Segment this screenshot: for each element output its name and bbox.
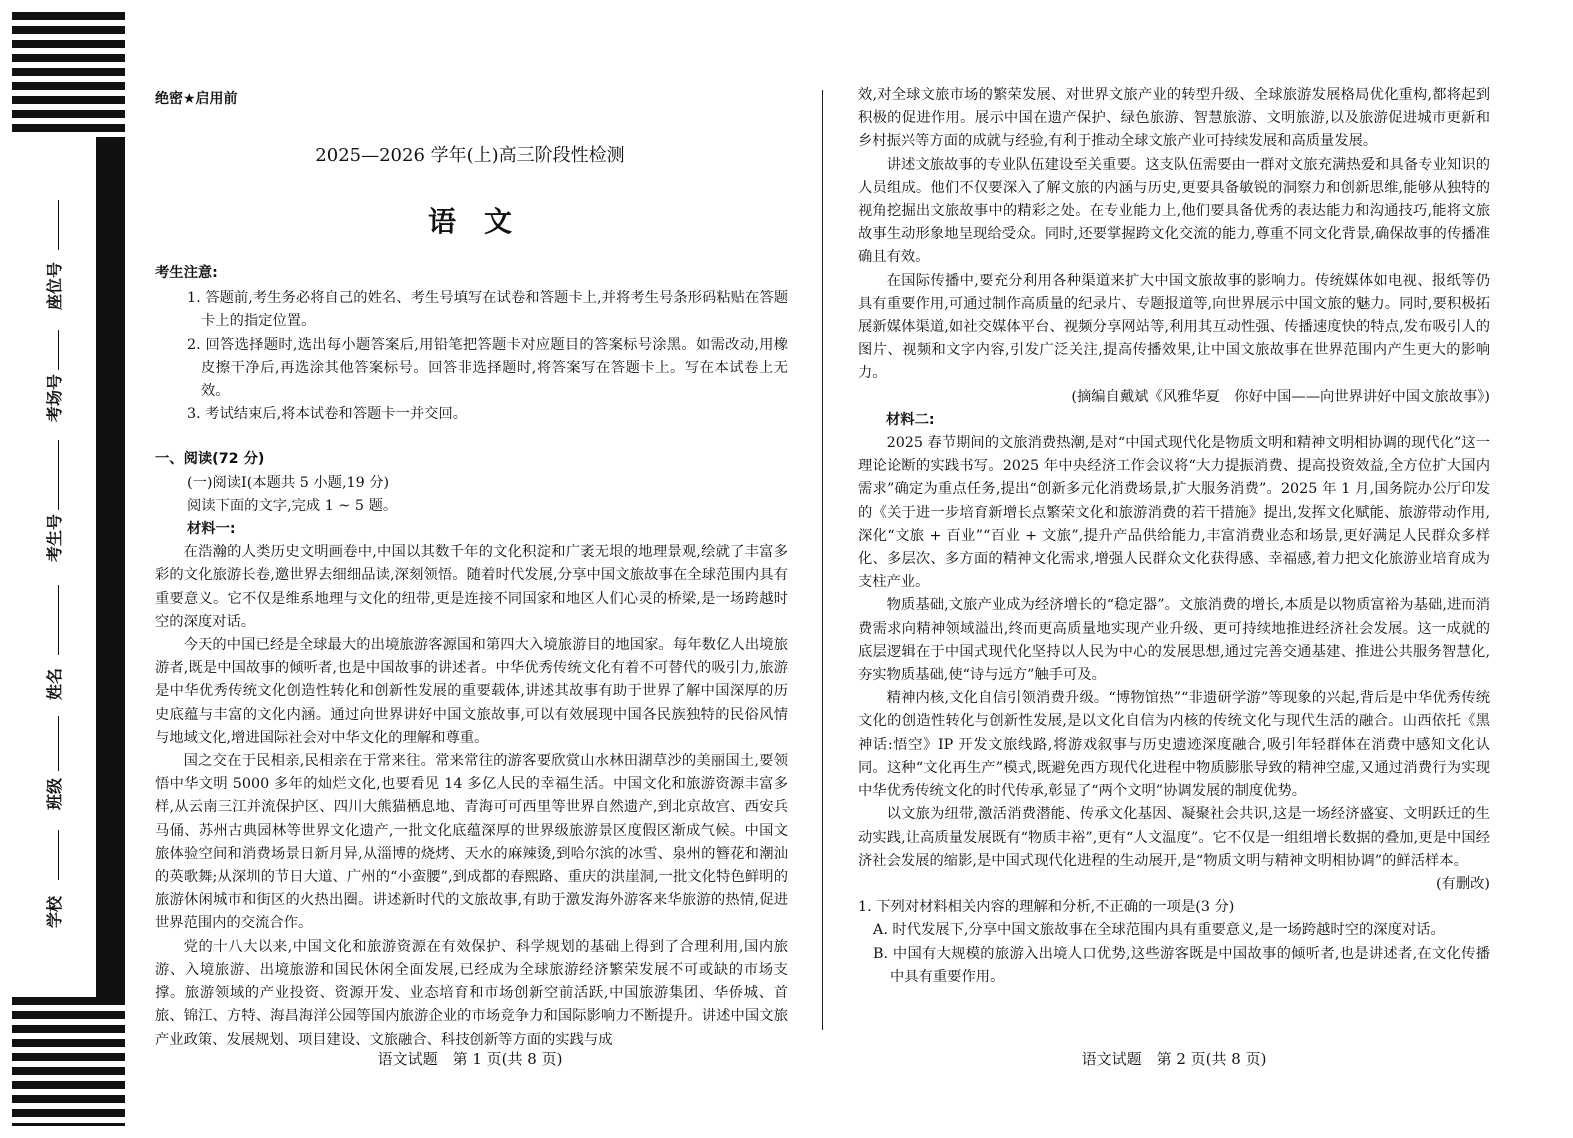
binding-stripe [12,12,125,20]
binding-stripe [12,82,125,90]
binding-stripe [12,68,125,76]
exam-room-line [58,330,59,370]
source-citation: (摘编自戴斌《风雅华夏 你好中国——向世界讲好中国文旅故事》) [1071,388,1490,405]
binding-stripe [12,110,125,118]
school-line [58,830,59,880]
paragraph: 精神内核,文化自信引领消费升级。“博物馆热”“非遗研学游”等现象的兴起,背后是中华优秀传统文化的创造性转化与创新性发展,是以文化自信为内核的传统文化与现代生活的融合。山西依托《黑神话:悟空》IP 开发文旅线路,将游戏叙事与历史遗迹深度融合,吸引年轻群体在消费中感知文化认同。这种“文化再生产”模式,既避免西方现代化进程中物质膨胀导致的精神空虚,又通过消费行为实现中华优秀传统文化的时代传承,彰显了“两个文明”协调发展的制度优势。 [858,690,1490,800]
question-option-a[interactable]: A. 时代发展下,分享中国文旅故事在全球范围内具有重要意义,是一场跨越时空的深度对话。 [873,922,1445,939]
paragraph: 效,对全球文旅市场的繁荣发展、对世界文旅产业的转型升级、全球旅游发展格局优化重构,都将起到积极的促进作用。展示中国在遗产保护、绿色旅游、智慧旅游、文明旅游,以及旅游促进城市更新和乡村振兴等方面的成就与经验,有利于推动全球文旅产业可持续发展和高质量发展。 [858,87,1490,150]
name-label: 姓名 [45,667,64,700]
binding-stripe [12,997,125,1005]
cut-mark-line: 线 [99,431,119,448]
candidate-number-line [58,440,59,510]
binding-stripe [12,1039,125,1047]
paragraph: 2025 春节期间的文旅消费热潮,是对“中国式现代化是物质文明和精神文明相协调的现代化”这一理论论断的实践书写。2025 年中央经济工作会议将“大力提振消费、提高投资效益,全方位扩大国内需求”确定为重点任务,提出“创新多元化消费场景,扩大服务消费”。2025 年 1 月,国务院办公厅印发的《关于进一步培育新增长点繁荣文化和旅游消费的若干措施》提出,发挥文化赋能、旅游带动作用,深化“文旅 + 百业”“百业 + 文旅”,提升产品供给能力,丰富消费业态和场景,更好满足人民群众多样化、多层次、多方面的精神文化需求,增强人民群众文化获得感、幸福感,着力把文化旅游业培育成为支柱产业。 [858,435,1490,591]
column-divider [822,90,823,1030]
material2-title: 材料二: [886,411,935,428]
binding-stripe [12,124,125,132]
binding-stripe [12,1025,125,1033]
subsection-heading: (一)阅读Ⅰ(本题共 5 小题,19 分) [187,474,390,491]
class-line [58,716,59,771]
paragraph: 讲述文旅故事的专业队伍建设至关重要。这支队伍需要由一群对文旅充满热爱和具备专业知识的人员组成。他们不仅要深入了解文旅的内涵与历史,更要具备敏锐的洞察力和创新思维,能够从独特的视角挖掘出文旅故事中的精彩之处。在专业能力上,他们要具备优秀的表达能力和沟通技巧,能将文旅故事生动形象地呈现给受众。同时,还要掌握跨文化交流的能力,尊重不同文化背景,确保故事的传播准确且有效。 [858,156,1490,266]
seat-number-label: 座位号 [45,261,64,310]
paragraph: 物质基础,文旅产业成为经济增长的“稳定器”。文旅消费的增长,本质是以物质富裕为基础,进而消费需求向精神领域溢出,终而更高质量地实现产业升级、更可持续地推进经济社会发展。这一成就的底层逻辑在于中国式现代化坚持以人民为中心的发展思想,通过完善交通基建、推进公共服务智慧化,夯实物质基础,使“诗与远方”触手可及。 [858,597,1490,684]
school-label: 学校 [45,895,64,928]
notice-item: 1. 答题前,考生务必将自己的姓名、考生号填写在试卷和答题卡上,并将考生号条形码粘贴在答题卡上的指定位置。 [187,290,788,330]
page-footer-1: 语文试题 第 1 页(共 8 页) [377,1050,563,1068]
paragraph: 在国际传播中,要充分利用各种渠道来扩大中国文旅故事的影响力。传统媒体如电视、报纸等仍具有重要作用,可通过制作高质量的纪录片、专题报道等,向世界展示中国文旅的魅力。同时,要积极拓展新媒体渠道,如社交媒体平台、视频分享网站等,利用其互动性强、传播速度快的特点,发布吸引人的图片、视频和文字内容,引发广泛关注,提高传播效果,让中国文旅故事在世界范围内产生更大的影响力。 [858,272,1490,382]
notice-item: 3. 考试结束后,将本试卷和答题卡一并交回。 [187,406,468,423]
binding-stripe [12,96,125,104]
section-heading: 一、阅读(72 分) [155,451,265,468]
right-column [858,84,1490,989]
exam-title: 2025—2026 学年(上)高三阶段性检测 [315,145,625,166]
binding-stripe [12,26,125,34]
source-note: (有删改) [1435,875,1490,892]
cut-mark-zhuang: 装 [99,687,119,704]
class-label: 班级 [45,777,64,810]
secret-mark: 绝密★启用前 [155,91,238,107]
instruction-text: 阅读下面的文字,完成 1 ~ 5 题。 [187,497,398,514]
candidate-number-label: 考生号 [45,513,64,562]
page-footer-2: 语文试题 第 2 页(共 8 页) [1081,1050,1267,1068]
notice-title: 考生注意: [155,265,218,281]
subject-title: 语 文 [427,205,512,238]
binding-stripe [12,1011,125,1019]
binding-stripe [12,1053,125,1061]
binding-stripe [12,40,125,48]
exam-room-label: 考场号 [45,373,64,422]
question-option-b[interactable]: B. 中国有大规模的旅游入出境人口优势,这些游客既是中国故事的倾听者,也是讲述者,在文化传播中具有重要作用。 [873,945,1490,985]
seat-number-line [58,200,59,250]
binding-stripe [12,1123,125,1126]
paragraph: 在浩瀚的人类历史文明画卷中,中国以其数千年的文化积淀和广袤无垠的地理景观,绘就了丰富多彩的文化旅游长卷,邀世界去细细品读,深刻领悟。随着时代发展,分享中国文旅故事在全球范围内具有重要意义。它不仅是维系地理与文化的纽带,更是连接不同国家和地区人们心灵的桥梁,是一场跨越时空的深度对话。 [155,544,788,630]
paragraph: 今天的中国已经是全球最大的出境旅游客源国和第四大入境旅游目的地国家。每年数亿人出境旅游者,既是中国故事的倾听者,也是中国故事的讲述者。中华优秀传统文化有着不可替代的吸引力,旅游是中华优秀传统文化创造性转化和创新性发展的重要载体,讲述其故事有助于世界了解中国深厚的历史底蕴与丰富的文化内涵。通过向世界讲好中国文旅故事,可以有效展现中国各民族独特的民俗风情与地域文化,增进国际社会对中华文化的理解和尊重。 [155,637,788,746]
notice-item: 2. 回答选择题时,选出每小题答案后,用铅笔把答题卡对应题目的答案标号涂黑。如需改动,用橡皮擦干净后,再选涂其他答案标号。回答非选择题时,将答案写在答题卡上。写在本试卷上无效。 [187,336,788,400]
binding-stripe [12,1081,125,1089]
binding-stripe [12,1067,125,1075]
binding-stripe [12,54,125,62]
cut-mark-ding: 订 [99,563,119,580]
paragraph: 以文旅为纽带,激活消费潜能、传承文化基因、凝聚社会共识,这是一场经济盛宴、文明跃迁的生动实践,让高质量发展既有“物质丰裕”,更有“人文温度”。它不仅是一组组增长数据的叠加,更是中国经济社会发展的缩影,是中国式现代化进程的生动展开,是“物质文明与精神文明相协调”的鲜活样本。 [858,806,1490,869]
binding-stripe [12,1109,125,1117]
material1-title: 材料一: [187,521,236,538]
name-line [58,585,59,655]
binding-stripe [12,1095,125,1103]
paragraph: 党的十八大以来,中国文化和旅游资源在有效保护、科学规划的基础上得到了合理利用,国内旅游、入境旅游、出境旅游和国民休闲全面发展,已经成为全球旅游经济繁荣发展不可或缺的市场支撑。旅游领域的产业投资、资源开发、业态培育和市场创新空前活跃,中国旅游集团、华侨城、首旅、锦江、方特、海昌海洋公园等国内旅游企业的市场竞争力和国际影响力不断提升。讲述中国文旅产业政策、发展规划、项目建设、文旅融合、科技创新等方面的实践与成 [155,938,788,1048]
question-1: 1. 下列对材料相关内容的理解和分析,不正确的一项是(3 分) [858,899,1235,916]
paragraph: 国之交在于民相亲,民相亲在于常来往。常来常往的游客要欣赏山水林田湖草沙的美丽国土,要领悟中华文明 5000 多年的灿烂文化,也要看见 14 多亿人民的幸福生活。中国文化和旅游资源丰富多样,从云南三江并流保护区、四川大熊猫栖息地、青海可可西里等世界自然遗产,到北京故宫、西安兵马俑、苏州古典园林等世界文化遗产,一批文化底蕴深厚的世界级旅游景区度假区渐成气候。中国文旅体验空间和消费场景日新月异,从淄博的烧烤、天水的麻辣烫,到哈尔滨的冰雪、泉州的簪花和潮汕的英歌舞;从深圳的节日大道、广州的“小蛮腰”,到成都的春熙路、重庆的洪崖洞,一批文化特色鲜明的旅游休闲城市和街区的火热出圈。讲述新时代的文旅故事,有助于激发海外游客来华旅游的热情,促进世界范围内的交流合作。 [155,753,788,932]
left-column [155,262,788,1052]
